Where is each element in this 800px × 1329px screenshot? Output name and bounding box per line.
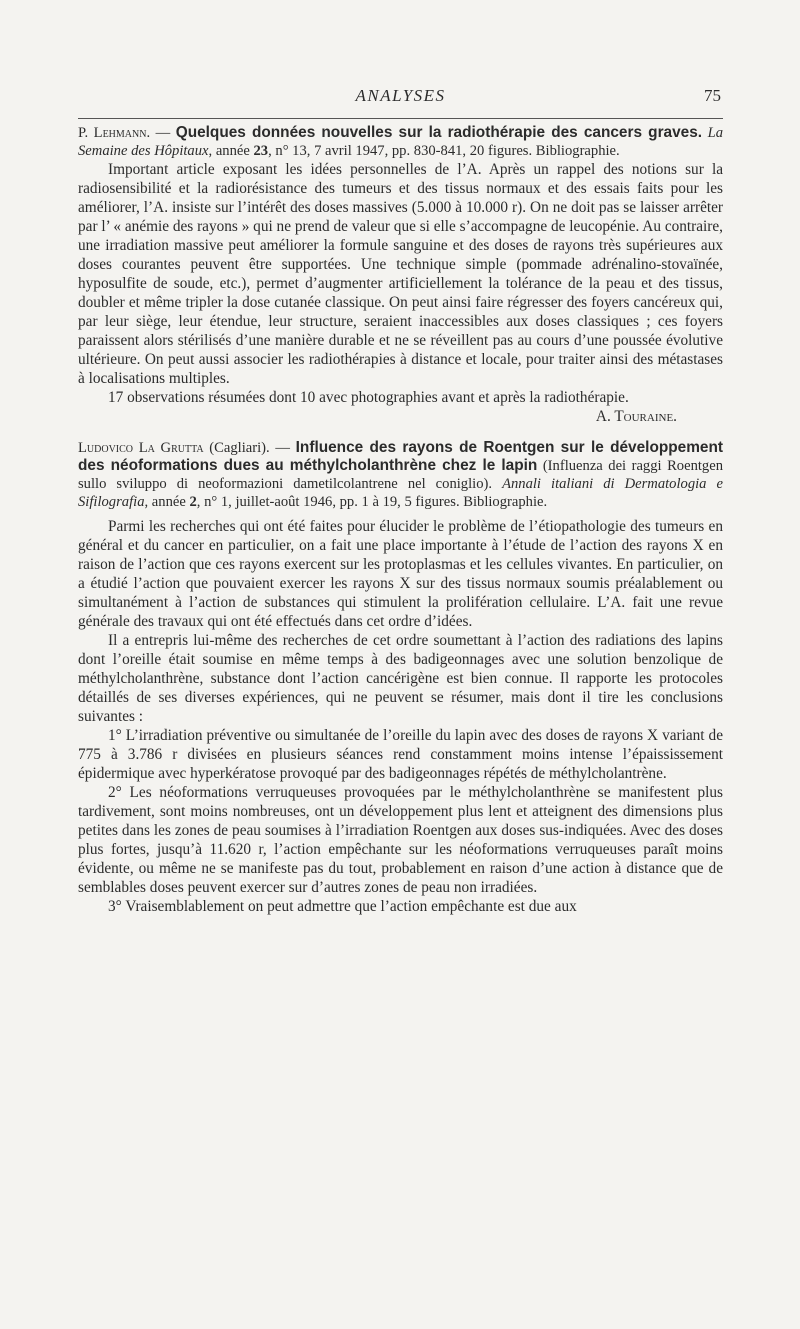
review-paragraph: Important article exposant les idées personnelles de l’A. Après un rappel des notions sur la radiosensibilité et la radiorésistance des tumeurs et des tissus normaux et des essais faits pour les améliorer, l’A. insiste sur l’intérêt des doses massives (5.000 à 10.000 r). On ne doit pas se laisser arrêter par l’ « anémie des rayons » qui ne prend de valeur que si elle s’accompagne de leucopénie. Au contraire, une irradiation massive peut améliorer la formule sanguine et des doses de rayons très supérieures aux doses courantes peuvent être supportées. Une technique simple (pommade adrénalino-stovaïnée, hyposulfite de soude, etc.), permet d’augmenter artificiellement la tolérance de la peau et des tissus, doubler et même tripler la dose cutanée classique. On peut ainsi faire régresser des foyers cancéreux qui, par leur siège, leur étendue, leur structure, seraient inaccessibles aux doses classiques ; ces foyers paraissent alors stérilisés d’une manière durable et ne se réveillent pas au cours d’une poussée évolutive ultérieure. On peut aussi associer les radiothérapies à distance et locale, pour traiter ainsi des métastases à localisations multiples. xyxy=(78,161,723,387)
review-journal: Annali italiani di Dermatologia e Sifilografia xyxy=(78,476,723,510)
review-dash: — xyxy=(150,125,176,141)
header-rule xyxy=(78,118,723,119)
citation-volume: 23 xyxy=(253,143,269,159)
citation-details: , n° 1, juillet-août 1946, pp. 1 à 19, 5 figures. Bibliographie. xyxy=(196,494,548,510)
running-title: ANALYSES xyxy=(355,86,446,105)
citation-details: , n° 13, 7 avril 1947, pp. 830-841, 20 figures. Bibliographie. xyxy=(268,143,620,159)
citation-prefix: , année xyxy=(208,143,254,159)
citation-volume: 2 xyxy=(189,494,197,510)
review-la-grutta xyxy=(78,439,723,916)
review-author: P. Lehmann. xyxy=(78,125,151,141)
review-signature-line xyxy=(78,407,723,426)
page-number: 75 xyxy=(704,86,721,105)
review-paragraph: Il a entrepris lui-même des recherches de cet ordre soumettant à l’action des radiations des lapins dont l’oreille était soumise en même temps à des badigeonnages avec une solution benzolique de méthylcholanthrène, substance dont l’action cancérigène est bien connue. Il rapporte les protocoles détaillés de ses diverses expériences, qui ne peuvent se résumer, mais dont il tire les conclusions suivantes : xyxy=(78,632,723,725)
review-title: Influence des rayons de Roentgen sur le développement des néoformations dues au méthylcholanthrène chez le lapin xyxy=(78,439,723,474)
running-head xyxy=(78,86,723,112)
conclusion-item: 2° Les néoformations verruqueuses provoquées par le méthylcholanthrène se manifestent plus tardivement, sont moins nombreuses, ont un développement plus lent et atteignent des dimensions plus petites dans les zones de peau soumises à l’irradiation Roentgen aux doses sus-indiquées. Avec des doses plus fortes, jusqu’à 11.620 r, l’action empêchante sur les néoformations verruqueuses paraît moins évidente, ou même ne se manifeste pas du tout, probablement en raison d’une action à distance que de semblables doses peuvent exercer sur d’autres zones de peau non irradiées. xyxy=(78,784,723,896)
conclusion-item: 1° L’irradiation préventive ou simultanée de l’oreille du lapin avec des doses de rayons X variant de 775 à 3.786 r divisées en plusieurs séances rend constamment moins intense l’épaississement épidermique avec hyperkératose provoqué par des badigeonnages répétés de méthylcholantrène. xyxy=(78,727,723,782)
review-paragraph: 17 observations résumées dont 10 avec photographies avant et après la radiothérapie. xyxy=(108,389,629,406)
review-author: Ludovico La Grutta xyxy=(78,440,204,456)
conclusion-item: 3° Vraisemblablement on peut admettre que l’action empêchante est due aux xyxy=(108,898,577,915)
review-paragraph: Parmi les recherches qui ont été faites pour élucider le problème de l’étiopathologie des tumeurs en général et du cancer en particulier, on a fait une place importante à l’étude de l’action des rayons X en raison de l’action que ces rayons exercent sur les protoplasmas et les cellules vivantes. En particulier, on a étudié l’action que pouvaient exercer les rayons X sur des tissus normaux soumis préalablement ou simultanément à l’action de substances qui stimulent la prolifération cellulaire. L’A. fait une revue générale des travaux qui ont été effectués dans cet ordre d’idées. xyxy=(78,518,723,630)
review-lehmann xyxy=(78,124,723,426)
original-title: (Influenza dei raggi Roentgen sullo sviluppo di neoformazioni dametilcolantrene nel coniglio). xyxy=(78,458,723,492)
review-reference xyxy=(78,439,723,511)
review-journal: La Semaine des Hôpitaux xyxy=(78,125,724,159)
reviewer-signature: A. Touraine. xyxy=(595,408,677,425)
author-location: (Cagliari). — xyxy=(203,440,296,456)
page-content xyxy=(78,124,723,916)
citation-prefix: , année xyxy=(144,494,190,510)
review-title: Quelques données nouvelles sur la radiothérapie des cancers graves. xyxy=(175,124,703,141)
review-reference xyxy=(78,124,723,160)
